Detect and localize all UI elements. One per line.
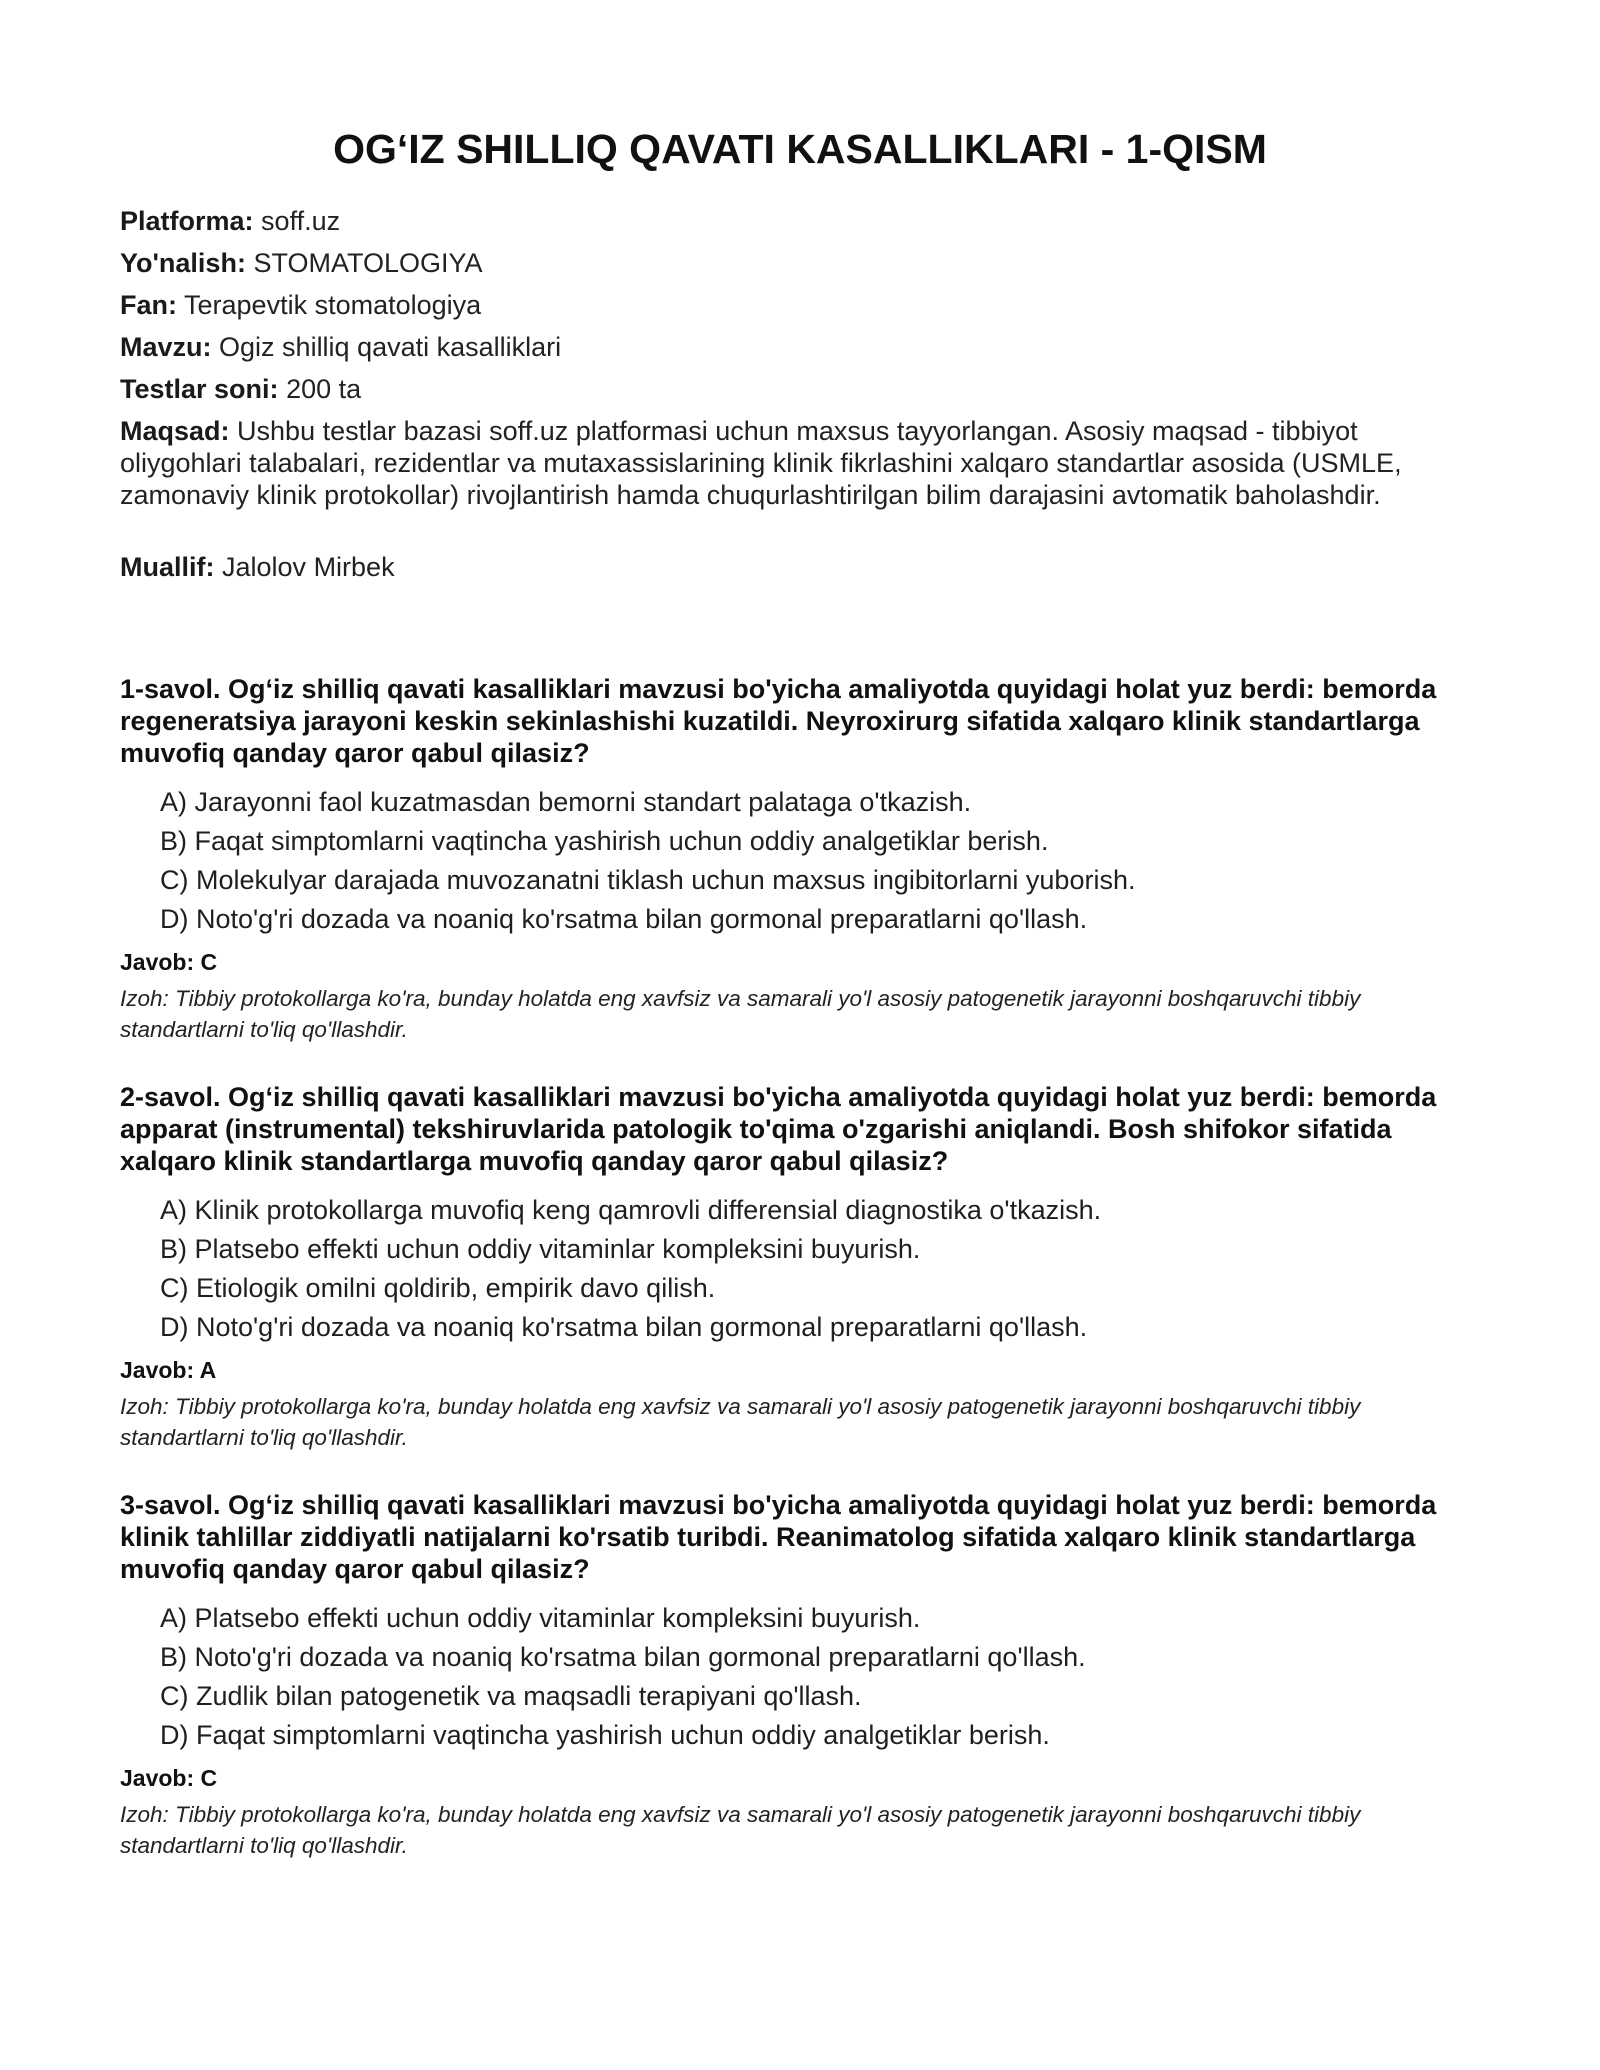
meta-yonalish [120, 247, 1460, 279]
explanation: Izoh: Tibbiy protokollarga ko'ra, bunday holatda eng xavfsiz va samarali yo'l asosiy patogenetik jarayonni boshqaruvchi tibbiy standartlarni to'liq qo'llashdir. [120, 1394, 1361, 1450]
option-a: A) Platsebo effekti uchun oddiy vitaminlar kompleksini buyurish. [160, 1603, 921, 1633]
option-a: A) Klinik protokollarga muvofiq keng qamrovli differensial diagnostika o'tkazish. [160, 1195, 1102, 1225]
option-d: D) Noto'g'ri dozada va noaniq ko'rsatma bilan gormonal preparatlarni qo'llash. [160, 1312, 1088, 1342]
meta-fan [120, 289, 1460, 321]
option-c: C) Etiologik omilni qoldirib, empirik davo qilish. [160, 1273, 716, 1303]
option-b: B) Faqat simptomlarni vaqtincha yashirish uchun oddiy analgetiklar berish. [160, 826, 1049, 856]
meta-label: Testlar soni: [120, 374, 279, 404]
meta-label: Muallif: [120, 552, 215, 582]
meta-label: Maqsad: [120, 416, 230, 446]
explanation: Izoh: Tibbiy protokollarga ko'ra, bunday holatda eng xavfsiz va samarali yo'l asosiy patogenetik jarayonni boshqaruvchi tibbiy standartlarni to'liq qo'llashdir. [120, 986, 1361, 1042]
option-d: D) Faqat simptomlarni vaqtincha yashirish uchun oddiy analgetiklar berish. [160, 1720, 1050, 1750]
meta-value: STOMATOLOGIYA [253, 248, 483, 278]
option-d: D) Noto'g'ri dozada va noaniq ko'rsatma bilan gormonal preparatlarni qo'llash. [160, 904, 1088, 934]
meta-muallif [120, 551, 1460, 583]
question-2 [120, 1081, 1465, 1453]
meta-value: 200 ta [286, 374, 362, 404]
option-c: C) Molekulyar darajada muvozanatni tiklash uchun maxsus ingibitorlarni yuborish. [160, 865, 1136, 895]
meta-value: Ogiz shilliq qavati kasalliklari [219, 332, 562, 362]
option-b: B) Noto'g'ri dozada va noaniq ko'rsatma bilan gormonal preparatlarni qo'llash. [160, 1642, 1086, 1672]
option-list [120, 1599, 1465, 1755]
question-3 [120, 1489, 1465, 1861]
option-a: A) Jarayonni faol kuzatmasdan bemorni standart palataga o'tkazish. [160, 787, 972, 817]
meta-maqsad [120, 415, 1460, 511]
meta-label: Yo'nalish: [120, 248, 246, 278]
option-list [120, 1191, 1465, 1347]
option-b: B) Platsebo effekti uchun oddiy vitaminlar kompleksini buyurish. [160, 1234, 921, 1264]
question-text: 1-savol. Og‘iz shilliq qavati kasalliklari mavzusi bo'yicha amaliyotda quyidagi holat yuz berdi: bemorda regeneratsiya jarayoni keskin sekinlashishi kuzatildi. Neyroxirurg sifatida xalqaro klinik standartlarga muvofiq qanday qaror qabul qilasiz? [120, 674, 1437, 768]
option-c: C) Zudlik bilan patogenetik va maqsadli terapiyani qo'llash. [160, 1681, 862, 1711]
meta-label: Mavzu: [120, 332, 212, 362]
meta-value: Ushbu testlar bazasi soff.uz platformasi uchun maxsus tayyorlangan. Asosiy maqsad - tibbiyot oliygohlari talabalari, rezidentlar va mutaxassislarining klinik fikrlashini xalqaro standartlar asosida (USMLE, zamonaviy klinik protokollar) rivojlantirish hamda chuqurlashtirilgan bilim darajasini avtomatik baholashdir. [120, 416, 1402, 510]
meta-value: soff.uz [261, 206, 341, 236]
question-text: 3-savol. Og‘iz shilliq qavati kasalliklari mavzusi bo'yicha amaliyotda quyidagi holat yuz berdi: bemorda klinik tahlillar ziddiyatli natijalarni ko'rsatib turibdi. Reanimatolog sifatida xalqaro klinik standartlarga muvofiq qanday qaror qabul qilasiz? [120, 1490, 1437, 1584]
meta-testlar-soni [120, 373, 1460, 405]
meta-platforma [120, 205, 1460, 237]
question-1 [120, 673, 1465, 1045]
question-text: 2-savol. Og‘iz shilliq qavati kasalliklari mavzusi bo'yicha amaliyotda quyidagi holat yuz berdi: bemorda apparat (instrumental) tekshiruvlarida patologik to'qima o'zgarishi aniqlandi. Bosh shifokor sifatida xalqaro klinik standartlarga muvofiq qanday qaror qabul qilasiz? [120, 1082, 1437, 1176]
option-list [120, 783, 1465, 939]
document-title: OG‘IZ SHILLIQ QAVATI KASALLIKLARI - 1-QISM [333, 126, 1267, 172]
meta-mavzu [120, 331, 1460, 363]
answer: Javob: C [120, 949, 218, 975]
meta-value: Jalolov Mirbek [222, 552, 395, 582]
meta-label: Platforma: [120, 206, 254, 236]
meta-value: Terapevtik stomatologiya [184, 290, 482, 320]
answer: Javob: C [120, 1765, 218, 1791]
meta-label: Fan: [120, 290, 177, 320]
answer: Javob: A [120, 1357, 217, 1383]
explanation: Izoh: Tibbiy protokollarga ko'ra, bunday holatda eng xavfsiz va samarali yo'l asosiy patogenetik jarayonni boshqaruvchi tibbiy standartlarni to'liq qo'llashdir. [120, 1802, 1361, 1858]
